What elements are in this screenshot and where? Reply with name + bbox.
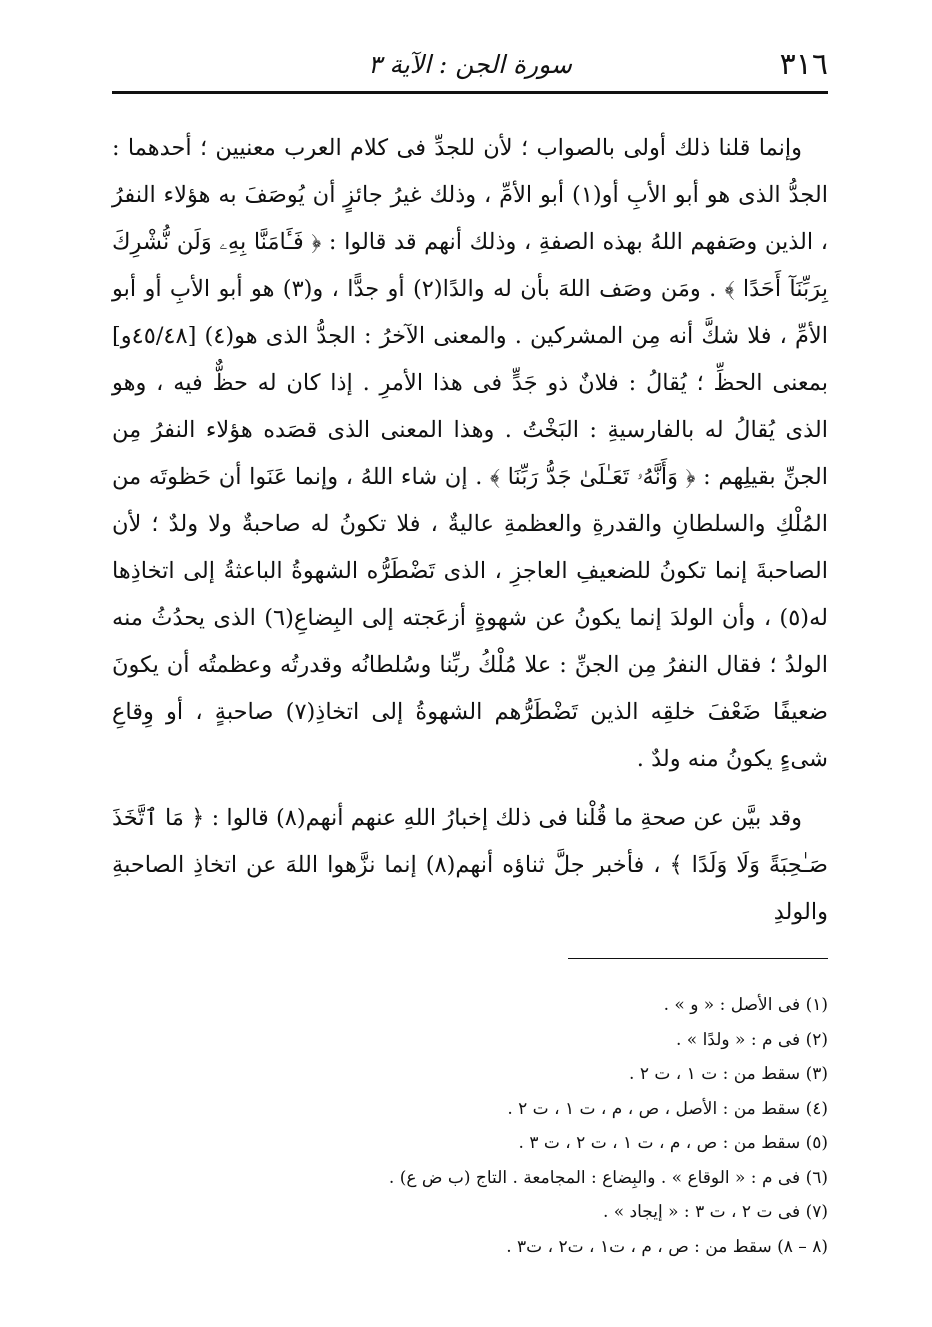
paragraph: وإنما قلنا ذلك أولى بالصواب ؛ لأن للجدِّ فى كلام العرب معنيين ؛ أحدهما : الجدُّ الذى هو أبو الأبِ أو(١) أبو الأمِّ ، وذلك غيرُ جائزٍ أن يُوصَفَ به هؤلاء النفرُ ، الذين وصَفهم اللهُ بهذه الصفةِ ، وذلك أنهم قد قالوا : ﴿ فَـَٔامَنَّا بِهِۦ وَلَن نُّشْرِكَ بِرَبِّنَآ أَحَدًا ﴾ . ومَن وصَف اللهَ بأن له والدًا(٢) أو جدًّا ، و(٣) هو أبو الأبِ أو أبو الأمِّ ، فلا شكَّ أنه مِن المشركين . والمعنى الآخرُ : الجدُّ الذى هو(٤) [٤٥/٤٨و] بمعنى الحظِّ ؛ يُقالُ : فلانٌ ذو جَدٍّ فى هذا الأمرِ . إذا كان له حظٌّ فيه ، وهو الذى يُقالُ له بالفارسيةِ : البَخْتُ . وهذا المعنى الذى قصَده هؤلاء النفرُ مِن الجنِّ بقيلِهم : ﴿ وَأَنَّهُۥ تَعَـٰلَىٰ جَدُّ رَبِّنَا ﴾ . إن شاء اللهُ ، وإنما عَنَوا أن حَظوتَه من المُلْكِ والسلطانِ والقدرةِ والعظمةِ عاليةٌ ، فلا تكونُ له صاحبةٌ ولا ولدٌ ؛ لأن الصاحبةَ إنما تكونُ للضعيفِ العاجزِ ، الذى تَضْطَرُّه الشهوةُ الباعثةُ إلى اتخاذِها له(٥) ، وأن الولدَ إنما يكونُ عن شهوةٍ أزعَجته إلى البِضاعِ(٦) الذى يحدُثُ منه الولدُ ؛ فقال النفرُ مِن الجنِّ : علا مُلْكُ ربِّنا وسُلطانُه وقدرتُه وعظمتُه أن يكونَ ضعيفًا ضَعْفَ خلقِه الذين تَضْطَرُّهم الشهوةُ إلى اتخاذِ(٧) صاحبةٍ ، أو وِقاعِ شىءٍ يكونُ منه ولدٌ . bbox=[112, 135, 828, 772]
footnote: (٦) فى م : « الوقاع » . والبِضاع : المجامعة . التاج (ب ض ع) . bbox=[388, 1167, 828, 1188]
footnote: (٨ – ٨) سقط من : ص ، م ، ت١ ، ت٢ ، ت٣ . bbox=[506, 1236, 828, 1257]
main-text bbox=[112, 125, 828, 936]
footnote: (٢) فى م : « ولدًا » . bbox=[675, 1029, 828, 1050]
page-number: ٣١٦ bbox=[779, 47, 828, 82]
footnote: (١) فى الأصل : « و » . bbox=[663, 995, 828, 1015]
footnote: (٥) سقط من : ص ، م ، ت ١ ، ت ٢ ، ت ٣ . bbox=[518, 1133, 828, 1153]
header-divider bbox=[112, 91, 828, 94]
page-header bbox=[112, 42, 828, 88]
running-title: سورة الجن : الآية ٣ bbox=[368, 50, 572, 79]
footnote: (٣) سقط من : ت ١ ، ت ٢ . bbox=[629, 1064, 828, 1084]
paragraph: وقد بيَّن عن صحةِ ما قُلْنا فى ذلك إخبارُ اللهِ عنهم أنهم(٨) قالوا : ﴿ مَا ٱتَّخَذَ صَـٰحِبَةً وَلَا وَلَدًا ﴾ ، فأخبر جلَّ ثناؤه أنهم(٨) إنما نزَّهوا اللهَ عن اتخاذِ الصاحبةِ والولدِ bbox=[112, 805, 828, 925]
footnotes-list bbox=[112, 988, 828, 1264]
footnote: (٤) سقط من : الأصل ، ص ، م ، ت ١ ، ت ٢ . bbox=[507, 1098, 828, 1119]
footnote: (٧) فى ت ٢ ، ت ٣ : « إيجاد » . bbox=[602, 1202, 828, 1222]
footnote-divider bbox=[568, 958, 828, 959]
